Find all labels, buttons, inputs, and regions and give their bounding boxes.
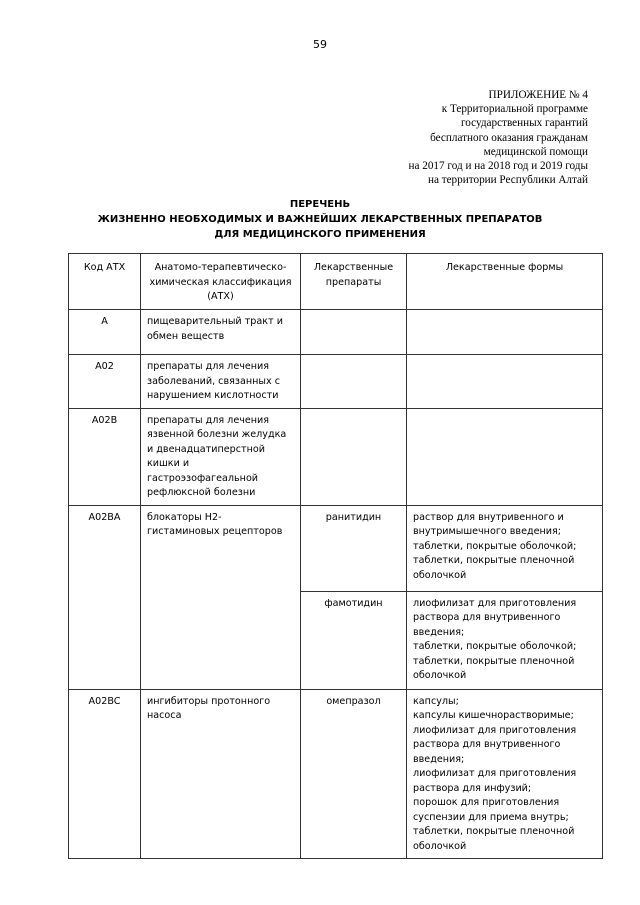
title-line: ПЕРЕЧЕНЬ: [289, 199, 351, 210]
appendix-line: медицинской помощи: [483, 145, 588, 158]
code-cell: A02B: [69, 408, 141, 505]
classification-cell: пищеварительный тракт и обмен веществ: [141, 310, 301, 355]
table-header-row: [69, 254, 603, 310]
form-line: оболочкой: [413, 569, 467, 581]
drug-cell: [301, 310, 407, 355]
code-cell: A02BC: [69, 689, 141, 859]
form-line: лиофилизат для приготовления: [413, 768, 577, 779]
form-line: таблетки, покрытые пленочной: [413, 826, 575, 837]
appendix-line: государственных гарантий: [460, 117, 588, 130]
forms-cell: [407, 310, 603, 355]
code-cell: A02BA: [69, 505, 141, 689]
forms-cell: [407, 689, 603, 859]
code-cell: A: [69, 310, 141, 355]
form-line: лиофилизат для приготовления: [413, 724, 577, 736]
page-number: 59: [313, 38, 327, 51]
classification-cell: ингибиторы протонного насоса: [141, 689, 301, 859]
form-line: раствора для внутривенного: [413, 612, 561, 623]
classification-cell: препараты для лечения язвенной болезни желудка и двенадцатиперстной кишки и гастроэзофагеальной рефлюксной болезни: [141, 408, 301, 505]
form-line: введения;: [413, 626, 465, 638]
title-line: ДЛЯ МЕДИЦИНСКОГО ПРИМЕНЕНИЯ: [214, 229, 426, 240]
drug-cell: омепразол: [301, 689, 407, 859]
title-line: ЖИЗНЕННО НЕОБХОДИМЫХ И ВАЖНЕЙШИХ ЛЕКАРСТВЕННЫХ ПРЕПАРАТОВ: [97, 214, 543, 225]
appendix-line: бесплатного оказания гражданам: [430, 131, 588, 144]
form-line: раствора для инфузий;: [413, 782, 532, 794]
form-line: таблетки, покрытые пленочной: [413, 555, 575, 566]
table-row: [69, 689, 603, 859]
form-line: внутримышечного введения;: [413, 526, 562, 537]
form-line: оболочкой: [413, 670, 467, 681]
classification-cell: блокаторы Н2-гистаминовых рецепторов: [141, 505, 301, 689]
form-line: оболочкой: [413, 840, 467, 852]
header-classification: Анатомо-терапевтическо-химическая классификация (АТХ): [141, 254, 301, 310]
appendix-line: ПРИЛОЖЕНИЕ № 4: [488, 89, 588, 101]
form-line: капсулы;: [413, 695, 459, 707]
header-forms: Лекарственные формы: [407, 254, 603, 310]
document-title: [0, 197, 640, 242]
appendix-line: на 2017 год и на 2018 год и 2019 годы: [408, 160, 588, 173]
forms-cell: [407, 505, 603, 591]
form-line: раствора для внутривенного: [413, 739, 561, 750]
table-row: [69, 310, 603, 355]
forms-cell: [407, 591, 603, 689]
form-line: порошок для приготовления: [413, 797, 560, 808]
drug-cell: [301, 408, 407, 505]
drug-cell: ранитидин: [301, 505, 407, 591]
form-line: суспензии для приема внутрь;: [413, 811, 569, 823]
classification-cell: препараты для лечения заболеваний, связанных с нарушением кислотности: [141, 355, 301, 409]
appendix-header: [288, 88, 588, 187]
appendix-line: на территории Республики Алтай: [427, 174, 588, 187]
drugs-table: [68, 253, 603, 859]
header-drugs: Лекарственные препараты: [301, 254, 407, 310]
form-line: раствор для внутривенного и: [413, 511, 564, 523]
drug-cell: [301, 355, 407, 409]
code-cell: A02: [69, 355, 141, 409]
table-row: [69, 505, 603, 591]
form-line: введения;: [413, 753, 465, 765]
forms-cell: [407, 408, 603, 505]
forms-cell: [407, 355, 603, 409]
drug-cell: фамотидин: [301, 591, 407, 689]
header-code: Код АТХ: [69, 254, 141, 310]
form-line: лиофилизат для приготовления: [413, 597, 577, 609]
form-line: таблетки, покрытые оболочкой;: [413, 540, 577, 552]
table-row: [69, 408, 603, 505]
form-line: капсулы кишечнорастворимые;: [413, 710, 574, 721]
table-row: [69, 355, 603, 409]
appendix-line: к Территориальной программе: [441, 103, 588, 116]
form-line: таблетки, покрытые оболочкой;: [413, 641, 577, 652]
form-line: таблетки, покрытые пленочной: [413, 655, 575, 667]
